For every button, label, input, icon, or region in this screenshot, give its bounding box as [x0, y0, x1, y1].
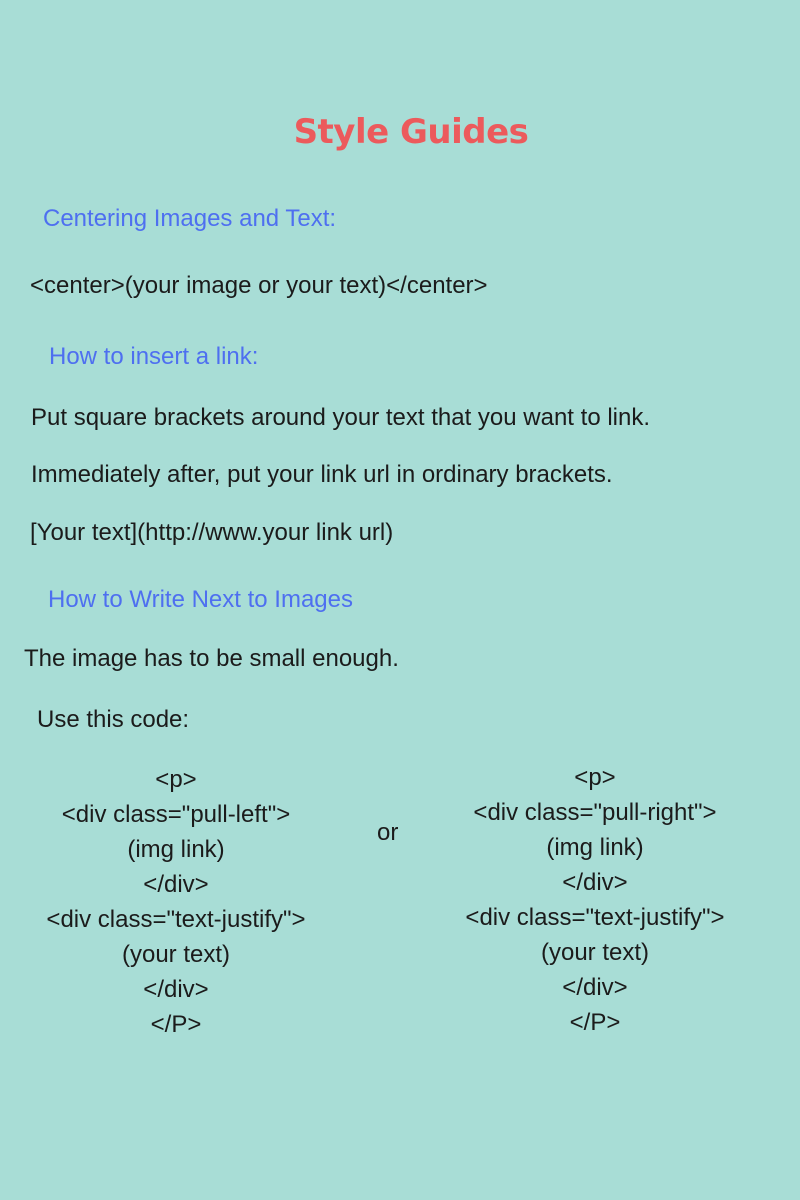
link-example: [Your text](http://www.your link url) [30, 519, 394, 546]
code-line: <div class="text-justify"> [465, 904, 725, 931]
page-title: Style Guides [293, 112, 529, 152]
code-line: <p> [155, 766, 197, 793]
code-line: </div> [143, 976, 209, 1003]
link-instruction-1: Put square brackets around your text that you want to link. [31, 404, 651, 431]
code-line: </div> [562, 869, 628, 896]
or-separator: or [377, 819, 399, 846]
write-next-instruction: The image has to be small enough. [24, 645, 399, 672]
code-line: (your text) [121, 941, 231, 968]
centering-heading: Centering Images and Text: [43, 205, 337, 232]
code-block-right [415, 760, 775, 1040]
code-line: <div class="pull-right"> [473, 799, 717, 826]
link-heading: How to insert a link: [49, 343, 259, 370]
write-next-heading: How to Write Next to Images [48, 586, 353, 613]
use-code-label: Use this code: [37, 706, 190, 733]
code-line: <div class="text-justify"> [46, 906, 306, 933]
code-line: <p> [574, 764, 616, 791]
code-line: </P> [150, 1011, 202, 1038]
link-instruction-2: Immediately after, put your link url in ordinary brackets. [31, 461, 613, 488]
code-line: <div class="pull-left"> [61, 801, 291, 828]
code-line: (img link) [546, 834, 644, 861]
code-block-left [0, 762, 356, 1042]
code-line: </P> [569, 1009, 621, 1036]
code-line: (your text) [540, 939, 650, 966]
code-line: </div> [143, 871, 209, 898]
code-line: </div> [562, 974, 628, 1001]
centering-code: <center>(your image or your text)</center> [30, 272, 488, 299]
code-line: (img link) [127, 836, 225, 863]
